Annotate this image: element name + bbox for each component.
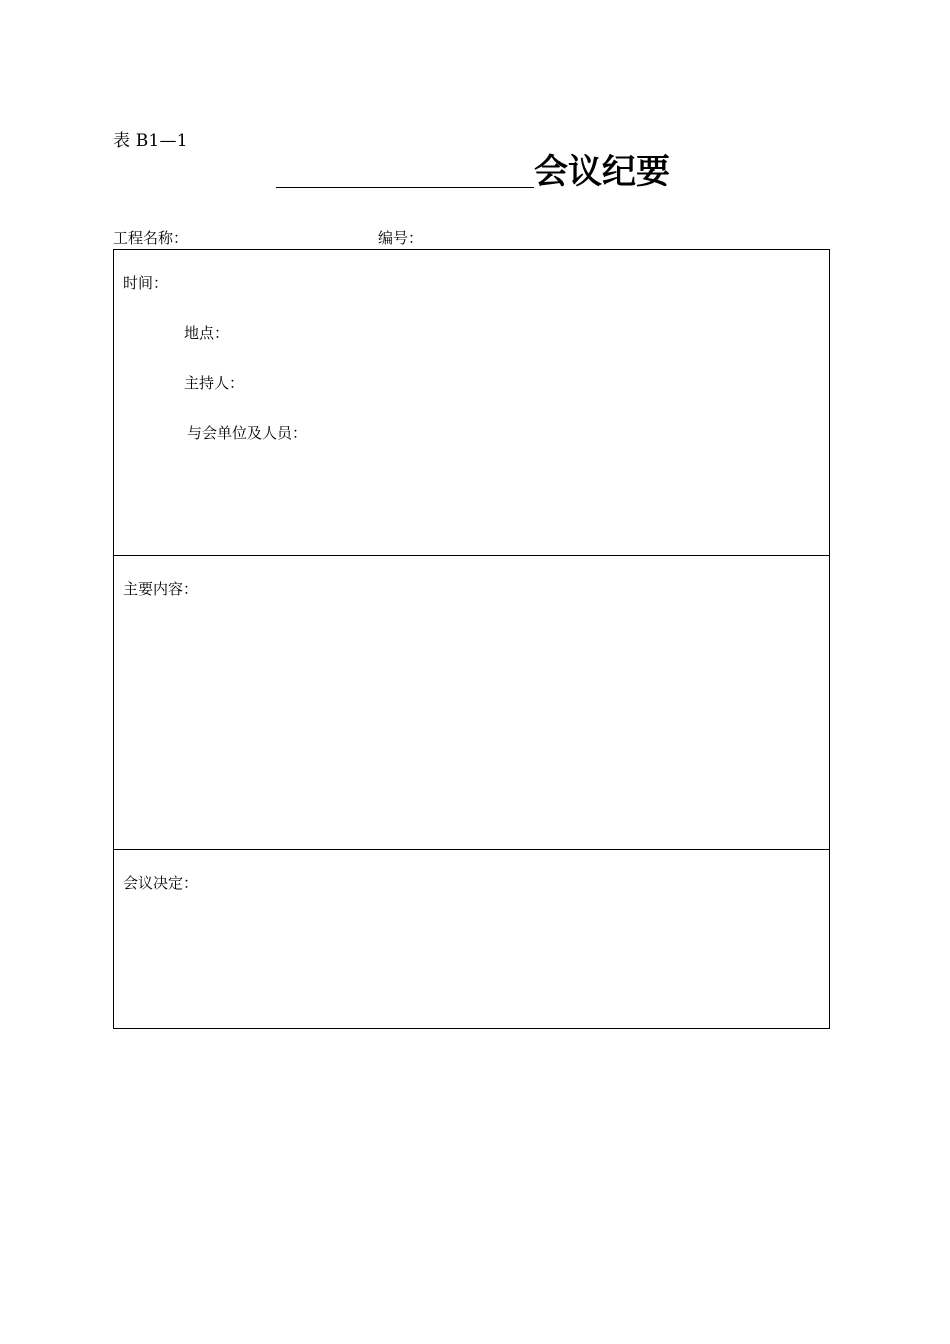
host-label: 主持人： xyxy=(184,374,245,392)
form-code: 表 B1—1 xyxy=(113,131,188,151)
time-label: 时间： xyxy=(123,274,169,292)
main-content-label: 主要内容： xyxy=(123,580,199,598)
meeting-info-section xyxy=(114,250,829,555)
serial-number-label: 编号： xyxy=(378,229,424,247)
project-name-label: 工程名称： xyxy=(113,229,189,247)
meeting-decision-label: 会议决定： xyxy=(123,874,199,892)
main-content-section xyxy=(114,555,829,849)
title-text: 会议纪要 xyxy=(534,152,670,192)
meeting-decision-section xyxy=(114,849,829,1028)
title-blank-line xyxy=(276,149,534,188)
place-label: 地点： xyxy=(184,324,230,342)
attendees-label: 与会单位及人员： xyxy=(187,424,308,442)
minutes-form-table xyxy=(113,249,830,1029)
